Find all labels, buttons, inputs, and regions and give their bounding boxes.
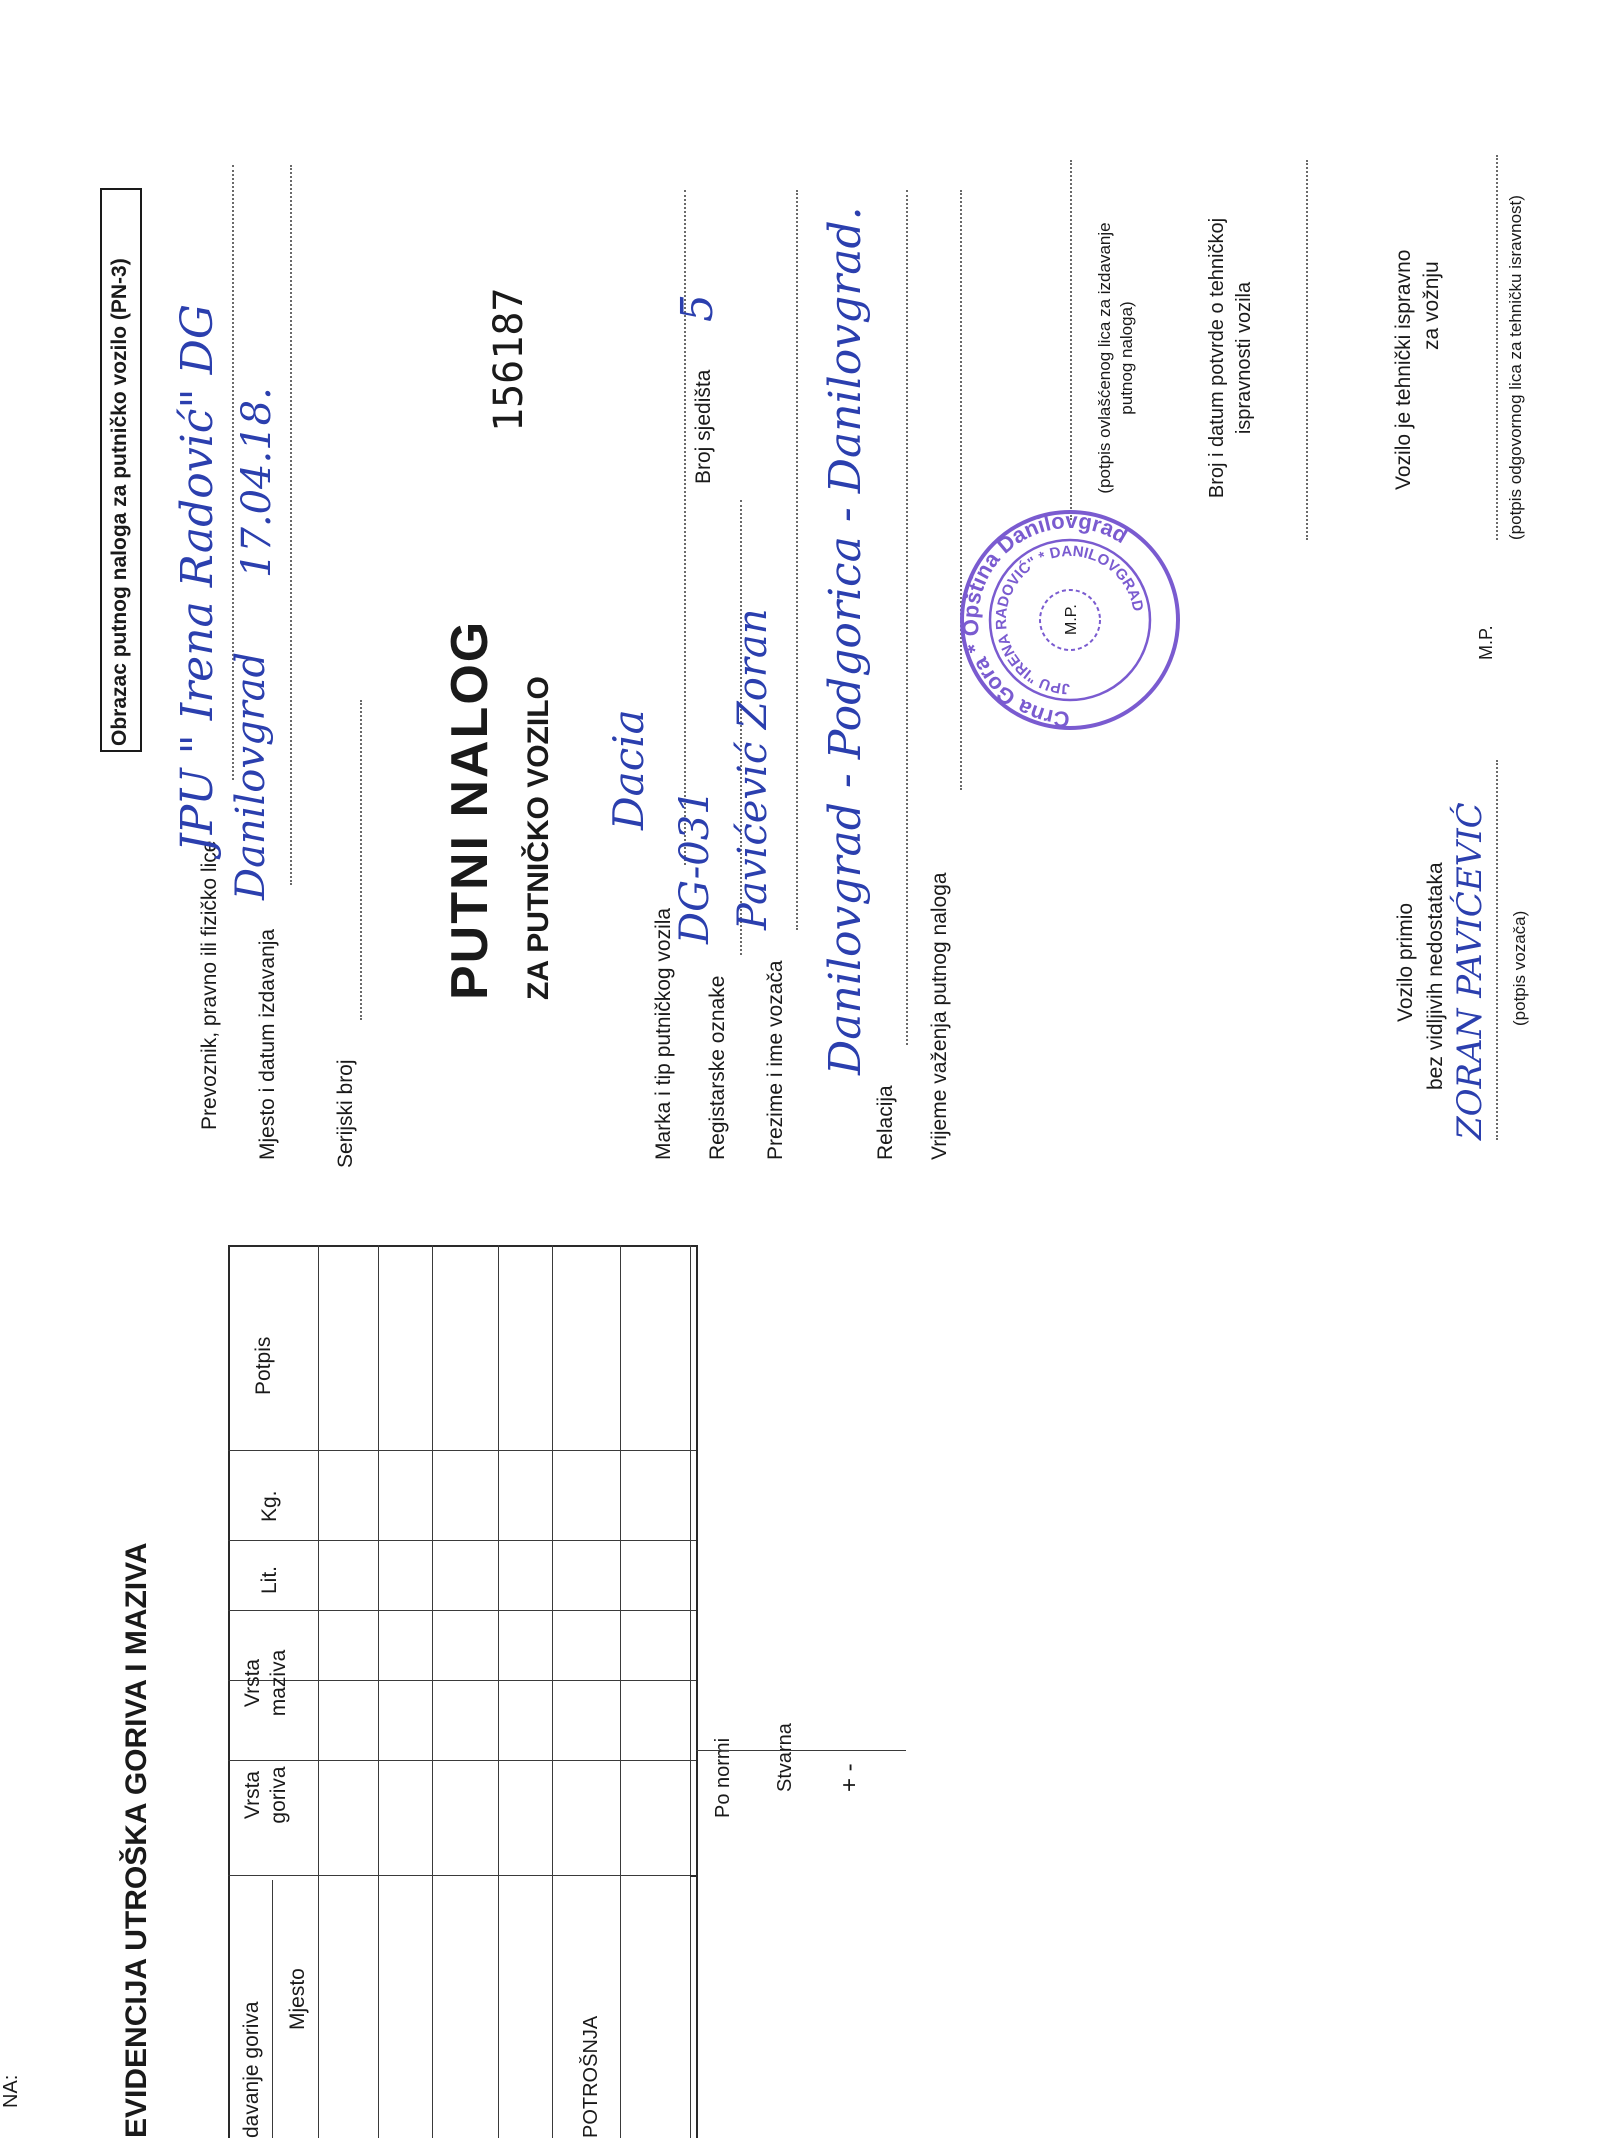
plus-minus-label: + - (836, 1763, 863, 1792)
vozac-label: Prezime i ime vozača (764, 960, 787, 1160)
potpis-vozaca-label: (potpis vozača) (1510, 910, 1529, 1026)
evidencija-title: EVIDENCIJA UTROŠKA GORIVA I MAZIVA (120, 1542, 153, 2138)
vozilo-ispravno-line1: Vozilo je tehnički ispravno (1392, 249, 1415, 490)
broj-sjedista-value: 5 (672, 294, 723, 322)
marka-value: Dacia (604, 709, 653, 830)
stvarna-label: Stvarna (774, 1723, 796, 1792)
mjesto-datum-label: Mjesto i datum izdavanja (256, 928, 279, 1160)
header-lit: Lit. (258, 1565, 281, 1594)
registarske-value: DG-031 (672, 789, 718, 944)
header-vrsta-goriva: Vrsta goriva (241, 1766, 290, 1824)
marka-label: Marka i tip putničkog vozila (652, 907, 675, 1160)
form-header-text: Obrazac putnog naloga za putničko vozilo (PN-3) (108, 258, 131, 746)
mp-label-bottom: M.P. (1476, 625, 1496, 660)
broj-sjedista-label: Broj sjedišta (692, 369, 715, 484)
prevoznik-label: Prevoznik, pravno ili fizičko lice (198, 840, 221, 1130)
vrijeme-label: Vrijeme važenja putnog naloga (928, 872, 951, 1160)
header-vrsta-maziva: Vrsta maziva (241, 1649, 290, 1717)
datum-value: 17.04.18. (234, 387, 280, 578)
serial-number: 156187 (486, 287, 532, 432)
vozilo-primio-line1: Vozilo primio (1394, 902, 1417, 1022)
vozilo-ispravno-line2: za vožnju (1420, 261, 1443, 350)
prevoznik-value: JPU " Irena Radović" DG (172, 303, 223, 852)
mjesto-value: Danilovgrad (228, 651, 274, 900)
vozilo-primio-line2: bez vidljivih nedostataka (1424, 862, 1447, 1090)
potrosnja-label: POTROŠNJA (580, 2015, 602, 2138)
form-subtitle: ZA PUTNIČKO VOZILO (522, 676, 555, 1000)
relacija-label: Relacija (874, 1085, 897, 1160)
registarske-label: Registarske oznake (706, 975, 729, 1160)
header-kg: Kg. (258, 1490, 281, 1522)
potpis-ovlascenog-label: (potpis ovlašćenog lica za izdavanje putnog naloga) (1095, 222, 1136, 494)
po-normi-label: Po normi (712, 1737, 734, 1818)
form-header-box (100, 188, 142, 752)
potpis-odgovornog-label: (potpis odgovornog lica za tehničku isravnost) (1506, 195, 1525, 540)
form-title: PUTNI NALOG (441, 619, 499, 1000)
serijski-label: Serijski broj (334, 1059, 357, 1168)
header-izdavanje: davanje goriva (240, 2001, 263, 2138)
official-stamp (958, 508, 1182, 732)
header-potpis: Potpis (252, 1336, 275, 1395)
svg-text:M.P.: M.P. (1063, 604, 1080, 635)
na-label: NA: (0, 2074, 22, 2108)
vozac-value: Pavićević Zoran (730, 608, 776, 930)
svg-text:Crna Gora * Opština Danilovgra: Crna Gora * Opština Danilovgrad (958, 508, 1133, 732)
header-mjesto: Mjesto (286, 1968, 309, 2030)
vozac-signature: ZORAN PAVIĆEVIĆ (1450, 802, 1490, 1140)
potvrda-label: Broj i datum potvrde o tehničkoj ispravnosti vozila (1206, 217, 1255, 499)
svg-text:JPU "IRENA RADOVIĆ" * DANILOVG: JPU "IRENA RADOVIĆ" * DANILOVGRAD (992, 542, 1147, 698)
relacija-value: Danilovgrad - Podgorica - Danilovgrad. (820, 206, 871, 1075)
